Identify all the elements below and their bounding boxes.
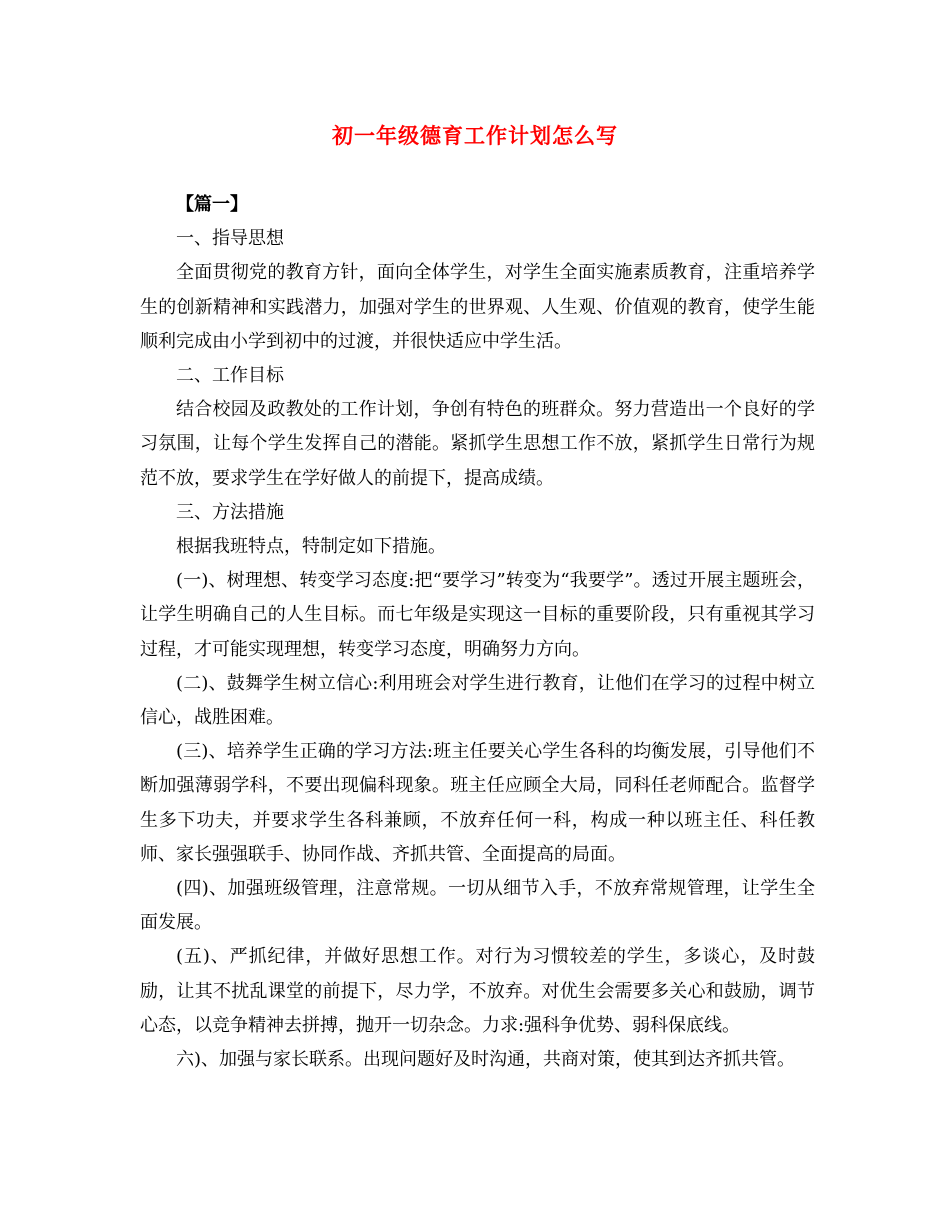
paragraph-measure-5: (五)、严抓纪律，并做好思想工作。对行为习惯较差的学生，多谈心，及时鼓励，让其不扰乱课堂的前提下，尽力学，不放弃。对优生会需要多关心和鼓励，调节心态，以竞争精神去拼搏，抛开一切杂念。力求:强科争优势、弱科保底线。: [140, 946, 815, 1036]
paragraph-work-goals: 结合校园及政教处的工作计划，争创有特色的班群众。努力营造出一个良好的学习氛围，让每个学生发挥自己的潜能。紧抓学生思想工作不放，紧抓学生日常行为规范不放，要求学生在学好做人的前提下，提高成绩。: [140, 399, 815, 489]
paragraph-measure-3: (三)、培养学生正确的学习方法:班主任要关心学生各科的均衡发展，引导他们不断加强薄弱学科，不要出现偏科现象。班主任应顾全大局，同科任老师配合。监督学生多下功夫，并要求学生各科兼顾，不放弃任何一科，构成一种以班主任、科任教师、家长强强联手、协同作战、齐抓共管、全面提高的局面。: [140, 741, 815, 865]
paragraph-methods-intro: 根据我班特点，特制定如下措施。: [176, 536, 446, 558]
heading-guiding-ideology: 一、指导思想: [176, 228, 284, 250]
heading-methods: 三、方法措施: [176, 501, 284, 523]
heading-work-goals: 二、工作目标: [176, 365, 284, 387]
paragraph-measure-6: 六)、加强与家长联系。出现问题好及时沟通，共商对策，使其到达齐抓共管。: [176, 1049, 796, 1071]
paragraph-measure-2: (二)、鼓舞学生树立信心:利用班会对学生进行教育，让他们在学习的过程中树立信心，战胜困难。: [140, 672, 815, 729]
document-body: [140, 188, 815, 1077]
paragraph-measure-1: (一)、树理想、转变学习态度:把“要学习”转变为“我要学”。透过开展主题班会，让学生明确自己的人生目标。而七年级是实现这一目标的重要阶段，只有重视其学习过程，才可能实现理想，转变学习态度，明确努力方向。: [140, 570, 815, 660]
paragraph-measure-4: (四)、加强班级管理，注意常规。一切从细节入手，不放弃常规管理，让学生全面发展。: [140, 878, 815, 934]
document-title: 初一年级德育工作计划怎么写: [332, 123, 618, 148]
paragraph-guiding-ideology: 全面贯彻党的教育方针，面向全体学生，对学生全面实施素质教育，注重培养学生的创新精神和实践潜力，加强对学生的世界观、人生观、价值观的教育，使学生能顺利完成由小学到初中的过渡，并很快适应中学生活。: [140, 262, 815, 352]
section-label: 【篇一】: [176, 194, 248, 215]
